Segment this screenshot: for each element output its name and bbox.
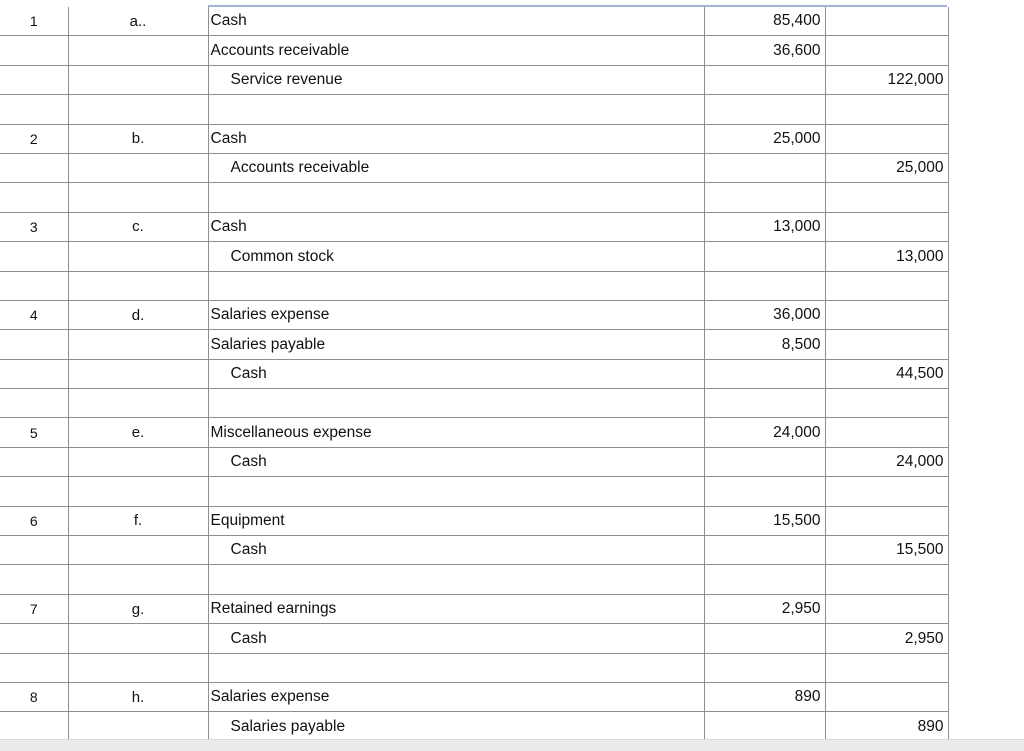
entry-number-cell[interactable] (0, 624, 68, 653)
transaction-letter-cell[interactable] (68, 565, 208, 594)
entry-number-cell[interactable] (0, 36, 68, 65)
account-title-cell[interactable]: Salaries payable (208, 330, 704, 359)
account-title-cell[interactable] (208, 565, 704, 594)
account-title-cell[interactable]: Cash (208, 124, 704, 153)
account-title-cell[interactable]: Common stock (208, 242, 704, 271)
journal-row (0, 36, 948, 65)
entry-number-cell[interactable]: 3 (0, 212, 68, 241)
entry-number-cell[interactable]: 6 (0, 506, 68, 535)
entry-number-cell[interactable] (0, 242, 68, 271)
debit-amount-cell[interactable] (704, 242, 825, 271)
transaction-letter-cell[interactable] (68, 153, 208, 182)
transaction-letter-cell[interactable]: a.. (68, 7, 208, 36)
debit-amount-cell[interactable]: 25,000 (704, 124, 825, 153)
credit-amount-cell[interactable] (825, 212, 948, 241)
account-title-cell[interactable]: Cash (208, 212, 704, 241)
credit-amount-cell[interactable]: 15,500 (825, 536, 948, 565)
credit-amount-cell[interactable] (825, 565, 948, 594)
entry-number-cell[interactable] (0, 153, 68, 182)
bottom-scroll-bar[interactable] (0, 739, 1024, 751)
transaction-letter-cell[interactable]: b. (68, 124, 208, 153)
transaction-letter-cell[interactable] (68, 95, 208, 124)
journal-row (0, 447, 948, 476)
entry-number-cell[interactable] (0, 565, 68, 594)
credit-amount-cell[interactable]: 25,000 (825, 153, 948, 182)
credit-amount-cell[interactable] (825, 271, 948, 300)
account-title-cell[interactable]: Accounts receivable (208, 153, 704, 182)
debit-amount-cell[interactable] (704, 712, 825, 741)
account-title-cell[interactable]: Accounts receivable (208, 36, 704, 65)
journal-row (0, 712, 948, 741)
debit-amount-cell[interactable]: 85,400 (704, 7, 825, 36)
account-title-cell[interactable]: Cash (208, 359, 704, 388)
journal-row (0, 95, 948, 124)
transaction-letter-cell[interactable] (68, 653, 208, 682)
debit-amount-cell[interactable]: 2,950 (704, 594, 825, 623)
transaction-letter-cell[interactable] (68, 624, 208, 653)
account-title-cell[interactable] (208, 653, 704, 682)
account-title-cell[interactable] (208, 183, 704, 212)
transaction-letter-cell[interactable] (68, 242, 208, 271)
credit-amount-cell[interactable] (825, 300, 948, 329)
account-title-cell[interactable]: Retained earnings (208, 594, 704, 623)
entry-number-cell[interactable] (0, 536, 68, 565)
account-title-cell[interactable]: Salaries expense (208, 682, 704, 711)
journal-row (0, 506, 948, 535)
transaction-letter-cell[interactable]: c. (68, 212, 208, 241)
credit-amount-cell[interactable] (825, 7, 948, 36)
debit-amount-cell[interactable] (704, 359, 825, 388)
debit-amount-cell[interactable] (704, 389, 825, 418)
account-title-cell[interactable]: Cash (208, 7, 704, 36)
credit-amount-cell[interactable]: 24,000 (825, 447, 948, 476)
credit-amount-cell[interactable]: 122,000 (825, 65, 948, 94)
debit-amount-cell[interactable] (704, 153, 825, 182)
debit-amount-cell[interactable] (704, 183, 825, 212)
journal-row (0, 124, 948, 153)
debit-amount-cell[interactable] (704, 477, 825, 506)
credit-amount-cell[interactable]: 44,500 (825, 359, 948, 388)
transaction-letter-cell[interactable]: g. (68, 594, 208, 623)
journal-row (0, 7, 948, 36)
debit-amount-cell[interactable]: 890 (704, 682, 825, 711)
transaction-letter-cell[interactable] (68, 712, 208, 741)
journal-row (0, 418, 948, 447)
debit-amount-cell[interactable] (704, 95, 825, 124)
transaction-letter-cell[interactable] (68, 359, 208, 388)
account-title-cell[interactable] (208, 271, 704, 300)
credit-amount-cell[interactable] (825, 95, 948, 124)
entry-number-cell[interactable]: 5 (0, 418, 68, 447)
journal-row (0, 330, 948, 359)
entry-number-cell[interactable] (0, 65, 68, 94)
credit-amount-cell[interactable] (825, 418, 948, 447)
journal-row (0, 477, 948, 506)
debit-amount-cell[interactable] (704, 447, 825, 476)
entry-number-cell[interactable] (0, 477, 68, 506)
credit-amount-cell[interactable] (825, 124, 948, 153)
journal-row (0, 389, 948, 418)
entry-number-cell[interactable] (0, 183, 68, 212)
journal-row (0, 212, 948, 241)
debit-amount-cell[interactable] (704, 536, 825, 565)
debit-amount-cell[interactable]: 36,600 (704, 36, 825, 65)
transaction-letter-cell[interactable]: h. (68, 682, 208, 711)
journal-row (0, 653, 948, 682)
account-title-cell[interactable]: Equipment (208, 506, 704, 535)
transaction-letter-cell[interactable] (68, 536, 208, 565)
transaction-letter-cell[interactable]: d. (68, 300, 208, 329)
credit-amount-cell[interactable] (825, 477, 948, 506)
account-title-cell[interactable]: Service revenue (208, 65, 704, 94)
credit-amount-cell[interactable] (825, 653, 948, 682)
journal-entries-table (0, 7, 949, 742)
debit-amount-cell[interactable] (704, 624, 825, 653)
transaction-letter-cell[interactable] (68, 389, 208, 418)
journal-row (0, 624, 948, 653)
transaction-letter-cell[interactable] (68, 183, 208, 212)
transaction-letter-cell[interactable] (68, 477, 208, 506)
entry-number-cell[interactable] (0, 447, 68, 476)
journal-row (0, 682, 948, 711)
entry-number-cell[interactable]: 4 (0, 300, 68, 329)
transaction-letter-cell[interactable] (68, 65, 208, 94)
entry-number-cell[interactable]: 7 (0, 594, 68, 623)
debit-amount-cell[interactable] (704, 653, 825, 682)
debit-amount-cell[interactable] (704, 271, 825, 300)
transaction-letter-cell[interactable]: e. (68, 418, 208, 447)
debit-amount-cell[interactable] (704, 65, 825, 94)
debit-amount-cell[interactable]: 13,000 (704, 212, 825, 241)
journal-row (0, 594, 948, 623)
journal-row (0, 242, 948, 271)
debit-amount-cell[interactable]: 36,000 (704, 300, 825, 329)
account-title-cell[interactable]: Cash (208, 447, 704, 476)
credit-amount-cell[interactable] (825, 330, 948, 359)
debit-amount-cell[interactable]: 8,500 (704, 330, 825, 359)
account-title-cell[interactable]: Cash (208, 624, 704, 653)
journal-body (0, 7, 948, 741)
account-title-cell[interactable] (208, 389, 704, 418)
journal-row (0, 565, 948, 594)
account-title-cell[interactable] (208, 477, 704, 506)
entry-number-cell[interactable] (0, 95, 68, 124)
transaction-letter-cell[interactable] (68, 271, 208, 300)
transaction-letter-cell[interactable]: f. (68, 506, 208, 535)
debit-amount-cell[interactable]: 24,000 (704, 418, 825, 447)
journal-row (0, 65, 948, 94)
entry-number-cell[interactable] (0, 359, 68, 388)
journal-row (0, 153, 948, 182)
credit-amount-cell[interactable] (825, 183, 948, 212)
credit-amount-cell[interactable]: 2,950 (825, 624, 948, 653)
transaction-letter-cell[interactable] (68, 330, 208, 359)
entry-number-cell[interactable] (0, 330, 68, 359)
credit-amount-cell[interactable] (825, 506, 948, 535)
credit-amount-cell[interactable]: 890 (825, 712, 948, 741)
transaction-letter-cell[interactable] (68, 447, 208, 476)
journal-row (0, 183, 948, 212)
entry-number-cell[interactable] (0, 712, 68, 741)
credit-amount-cell[interactable] (825, 36, 948, 65)
journal-row (0, 300, 948, 329)
account-title-cell[interactable] (208, 95, 704, 124)
debit-amount-cell[interactable] (704, 565, 825, 594)
entry-number-cell[interactable]: 1 (0, 7, 68, 36)
account-title-cell[interactable]: Salaries payable (208, 712, 704, 741)
account-title-cell[interactable]: Cash (208, 536, 704, 565)
entry-number-cell[interactable]: 2 (0, 124, 68, 153)
entry-number-cell[interactable] (0, 271, 68, 300)
journal-row (0, 536, 948, 565)
entry-number-cell[interactable] (0, 389, 68, 418)
debit-amount-cell[interactable]: 15,500 (704, 506, 825, 535)
account-title-cell[interactable]: Salaries expense (208, 300, 704, 329)
entry-number-cell[interactable] (0, 653, 68, 682)
credit-amount-cell[interactable] (825, 594, 948, 623)
credit-amount-cell[interactable] (825, 389, 948, 418)
entry-number-cell[interactable]: 8 (0, 682, 68, 711)
credit-amount-cell[interactable]: 13,000 (825, 242, 948, 271)
journal-row (0, 271, 948, 300)
journal-row (0, 359, 948, 388)
account-title-cell[interactable]: Miscellaneous expense (208, 418, 704, 447)
transaction-letter-cell[interactable] (68, 36, 208, 65)
credit-amount-cell[interactable] (825, 682, 948, 711)
